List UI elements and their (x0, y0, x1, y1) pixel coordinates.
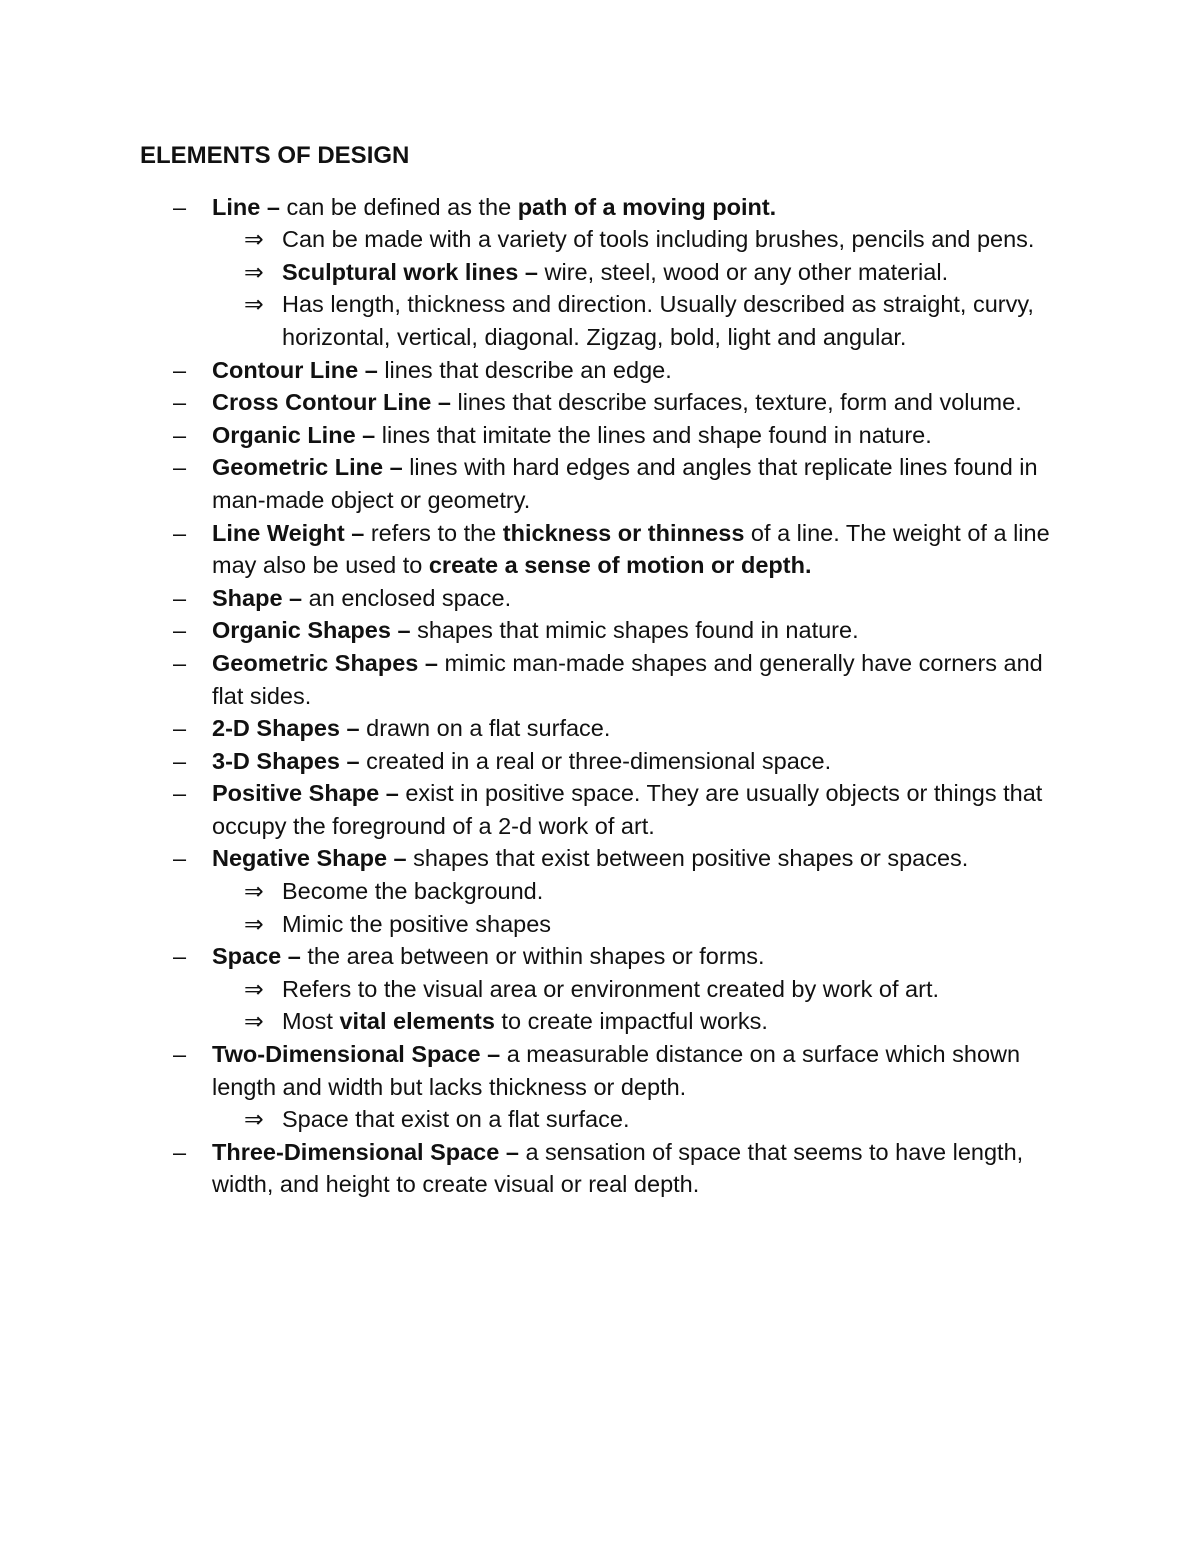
definition-text (212, 650, 1043, 709)
dash-bullet: – (173, 1138, 187, 1165)
sub-point (244, 256, 1070, 289)
definition-text (212, 845, 968, 871)
sub-point (244, 223, 1070, 256)
bold-term: 2-D Shapes – (212, 715, 367, 742)
dash-bullet: – (173, 193, 187, 220)
definition-item (140, 614, 1070, 647)
sub-point-list (140, 1103, 1070, 1136)
bold-term: Shape – (212, 584, 309, 611)
bold-term: path of a moving point. (517, 193, 777, 220)
definition-item (140, 745, 1070, 778)
text-run: Can be made with a variety of tools including brushes, pencils and pens. (282, 226, 1035, 253)
sub-point (244, 1005, 1070, 1038)
text-run: the area between or within shapes or forms. (307, 943, 765, 970)
definition-item (140, 419, 1070, 452)
bold-term: Sculptural work lines – (282, 258, 545, 285)
dash-bullet: – (173, 649, 187, 676)
text-run: created in a real or three-dimensional space. (366, 747, 832, 774)
arrow-bullet-icon: ⇒ (244, 226, 264, 253)
text-run: to create impactful works. (494, 1008, 768, 1035)
sub-point-group (140, 223, 1070, 353)
definition-item (140, 647, 1070, 712)
definition-item (140, 712, 1070, 745)
definition-text (212, 422, 932, 448)
definition-text (212, 943, 765, 969)
definition-item (140, 1136, 1070, 1201)
bold-term: Organic Shapes – (212, 617, 418, 644)
dash-bullet: – (173, 943, 187, 970)
definition-text (212, 585, 511, 611)
dash-bullet: – (173, 356, 187, 383)
dash-bullet: – (173, 845, 187, 872)
dash-bullet: – (173, 780, 187, 807)
bold-term: Positive Shape – (212, 780, 406, 807)
arrow-bullet-icon: ⇒ (244, 291, 264, 318)
document-title: ELEMENTS OF DESIGN (140, 142, 410, 169)
text-run: Mimic the positive shapes (282, 910, 552, 937)
sub-point-list (140, 973, 1070, 1038)
definition-list (140, 191, 1070, 1201)
bold-term: Two-Dimensional Space – (212, 1041, 507, 1068)
sub-point (244, 875, 1070, 908)
sub-point-group (140, 1103, 1070, 1136)
sub-point-group (140, 973, 1070, 1038)
definition-text (212, 748, 831, 774)
definition-item (140, 582, 1070, 615)
dash-bullet: – (173, 454, 187, 481)
dash-bullet: – (173, 584, 187, 611)
text-run: a sensation of space that seems to have length, width, and height to create visual or real depth. (212, 1138, 1024, 1198)
bold-term: Organic Line – (212, 421, 382, 448)
definition-text (212, 1139, 1023, 1198)
arrow-bullet-icon: ⇒ (244, 258, 264, 285)
definition-text (212, 617, 859, 643)
bold-term: Space – (212, 943, 308, 970)
sub-point (244, 1103, 1070, 1136)
sub-point (244, 908, 1070, 941)
arrow-bullet-icon: ⇒ (244, 1008, 264, 1035)
sub-point-list (140, 223, 1070, 353)
definition-item (140, 386, 1070, 419)
dash-bullet: – (173, 389, 187, 416)
bold-term: 3-D Shapes – (212, 747, 367, 774)
text-run: Become the background. (282, 878, 544, 905)
sub-point (244, 288, 1070, 353)
sub-point-group (140, 875, 1070, 940)
text-run: of a line. The weight of a line may also be used to (212, 519, 1050, 579)
bold-term: Contour Line – (212, 356, 385, 383)
text-run: Most (282, 1008, 340, 1035)
bold-term: Negative Shape – (212, 845, 414, 872)
arrow-bullet-icon: ⇒ (244, 1106, 264, 1133)
arrow-bullet-icon: ⇒ (244, 878, 264, 905)
text-run: Refers to the visual area or environment created by work of art. (282, 975, 940, 1002)
definition-item (140, 191, 1070, 224)
definition-text (212, 520, 1050, 579)
dash-bullet: – (173, 617, 187, 644)
dash-bullet: – (173, 519, 187, 546)
definition-text (212, 389, 1022, 415)
text-run: Has length, thickness and direction. Usually described as straight, curvy, horizontal, vertical, diagonal. Zigzag, bold, light and angular. (282, 291, 1034, 350)
definition-text (212, 194, 776, 220)
bold-term: vital elements (339, 1008, 495, 1035)
arrow-bullet-icon: ⇒ (244, 910, 264, 937)
text-run: drawn on a flat surface. (366, 715, 611, 742)
bold-term: Cross Contour Line – (212, 389, 458, 416)
text-run: lines that describe surfaces, texture, form and volume. (457, 389, 1022, 416)
definition-text (212, 357, 672, 383)
definition-text (212, 780, 1042, 839)
definition-text (212, 1041, 1020, 1100)
text-run: lines that imitate the lines and shape found in nature. (381, 421, 932, 448)
definition-item (140, 354, 1070, 387)
bold-term: Geometric Shapes – (212, 649, 445, 676)
text-run: can be defined as the (286, 193, 518, 220)
text-run: wire, steel, wood or any other material. (544, 258, 949, 285)
definition-text (212, 454, 1038, 513)
definition-item (140, 517, 1070, 582)
dash-bullet: – (173, 747, 187, 774)
bold-term: Line – (212, 193, 287, 220)
definition-item (140, 451, 1070, 516)
definition-item (140, 940, 1070, 973)
text-run: refers to the (370, 519, 503, 546)
dash-bullet: – (173, 421, 187, 448)
arrow-bullet-icon: ⇒ (244, 975, 264, 1002)
bold-term: Geometric Line – (212, 454, 410, 481)
bold-term: create a sense of motion or depth. (428, 552, 812, 579)
text-run: lines that describe an edge. (384, 356, 672, 383)
text-run: mimic man-made shapes and generally have corners and flat sides. (212, 649, 1043, 709)
definition-text (212, 715, 610, 741)
dash-bullet: – (173, 1041, 187, 1068)
text-run: exist in positive space. They are usually objects or things that occupy the foreground of a 2-d work of art. (212, 780, 1043, 839)
sub-point-list (140, 875, 1070, 940)
bold-term: Three-Dimensional Space – (212, 1138, 526, 1165)
text-run: an enclosed space. (308, 584, 512, 611)
text-run: shapes that exist between positive shapes or spaces. (413, 845, 969, 872)
bold-term: Line Weight – (212, 519, 371, 546)
definition-item (140, 842, 1070, 875)
sub-point (244, 973, 1070, 1006)
text-run: lines with hard edges and angles that replicate lines found in man-made object or geometry. (212, 454, 1038, 513)
definition-item (140, 1038, 1070, 1103)
text-run: a measurable distance on a surface which shown length and width but lacks thickness or depth. (212, 1041, 1021, 1100)
dash-bullet: – (173, 715, 187, 742)
text-run: shapes that mimic shapes found in nature. (417, 617, 859, 644)
definition-item (140, 777, 1070, 842)
text-run: Space that exist on a flat surface. (282, 1106, 630, 1133)
bold-term: thickness or thinness (502, 519, 745, 546)
